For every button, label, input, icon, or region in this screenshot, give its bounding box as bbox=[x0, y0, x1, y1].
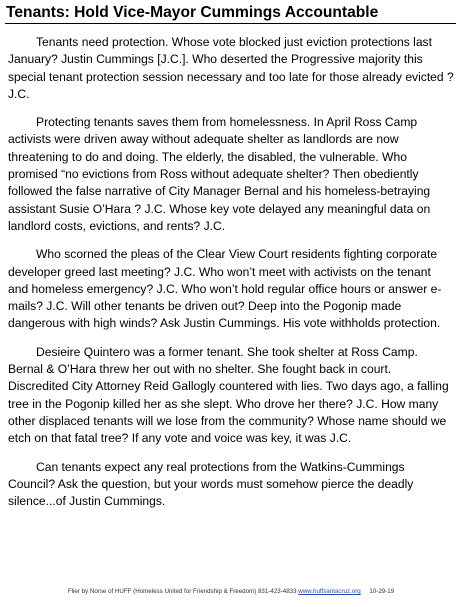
flier-title: Tenants: Hold Vice-Mayor Cummings Accountable bbox=[6, 4, 379, 21]
footer-credit: Flier by Norse of HUFF (Homeless United for Friendship & Freedom) 831-423-4833 bbox=[67, 588, 299, 595]
footer-website-link[interactable]: www.huffsantacruz.org bbox=[298, 588, 361, 595]
footer-date: 10-29-19 bbox=[369, 588, 395, 595]
paragraph-1: Tenants need protection. Whose vote blocked just eviction protections last January? Justin Cummings [J.C.]. Who deserted the Progressive majority this special tenant protection session necessary and too late for those already evicted ? J.C. bbox=[8, 35, 454, 101]
flier-body bbox=[8, 34, 454, 521]
title-underline bbox=[5, 23, 456, 24]
paragraph-2: Protecting tenants saves them from homelessness. In April Ross Camp activists were driven away without adequate shelter as landlords are now threatening to do and doing. The elderly, the disabled, the vulnerable. Who promised “no evictions from Ross without adequate shelter? Then obediently followed the false narrative of City Manager Bernal and his homeless-betraying assistant Susie O’Hara ? J.C. Whose key vote delayed any meaningful data on landlord costs, evictions, and rents? J.C. bbox=[8, 115, 431, 233]
flier-footer bbox=[0, 588, 462, 595]
paragraph-5: Can tenants expect any real protections from the Watkins-Cummings Council? Ask the question, but your words must somehow pierce the deadly silence...of Justin Cummings. bbox=[8, 459, 414, 509]
paragraph-4: Desieire Quintero was a former tenant. She took shelter at Ross Camp. Bernal & O’Hara threw her out with no shelter. She fought back in court. Discredited City Attorney Reid Gallogly countered with lies. Two days ago, a falling tree in the Pogonip killed her as she slept. Who drove her there? J.C. How many other displaced tenants will we lose from the community? Whose name should we etch on that fatal tree? If any vote and voice was key, it was J.C. bbox=[8, 344, 449, 446]
paragraph-3: Who scorned the pleas of the Clear View Court residents fighting corporate developer greed last meeting? J.C. Who won’t meet with activists on the tenant and homeless emergency? J.C. Who won’t hold regular office hours or answer e-mails? J.C. Will other tenants be driven out? Deep into the Pogonip made dangerous with high winds? Ask Justin Cummings. His vote withholds protection. bbox=[8, 247, 442, 331]
